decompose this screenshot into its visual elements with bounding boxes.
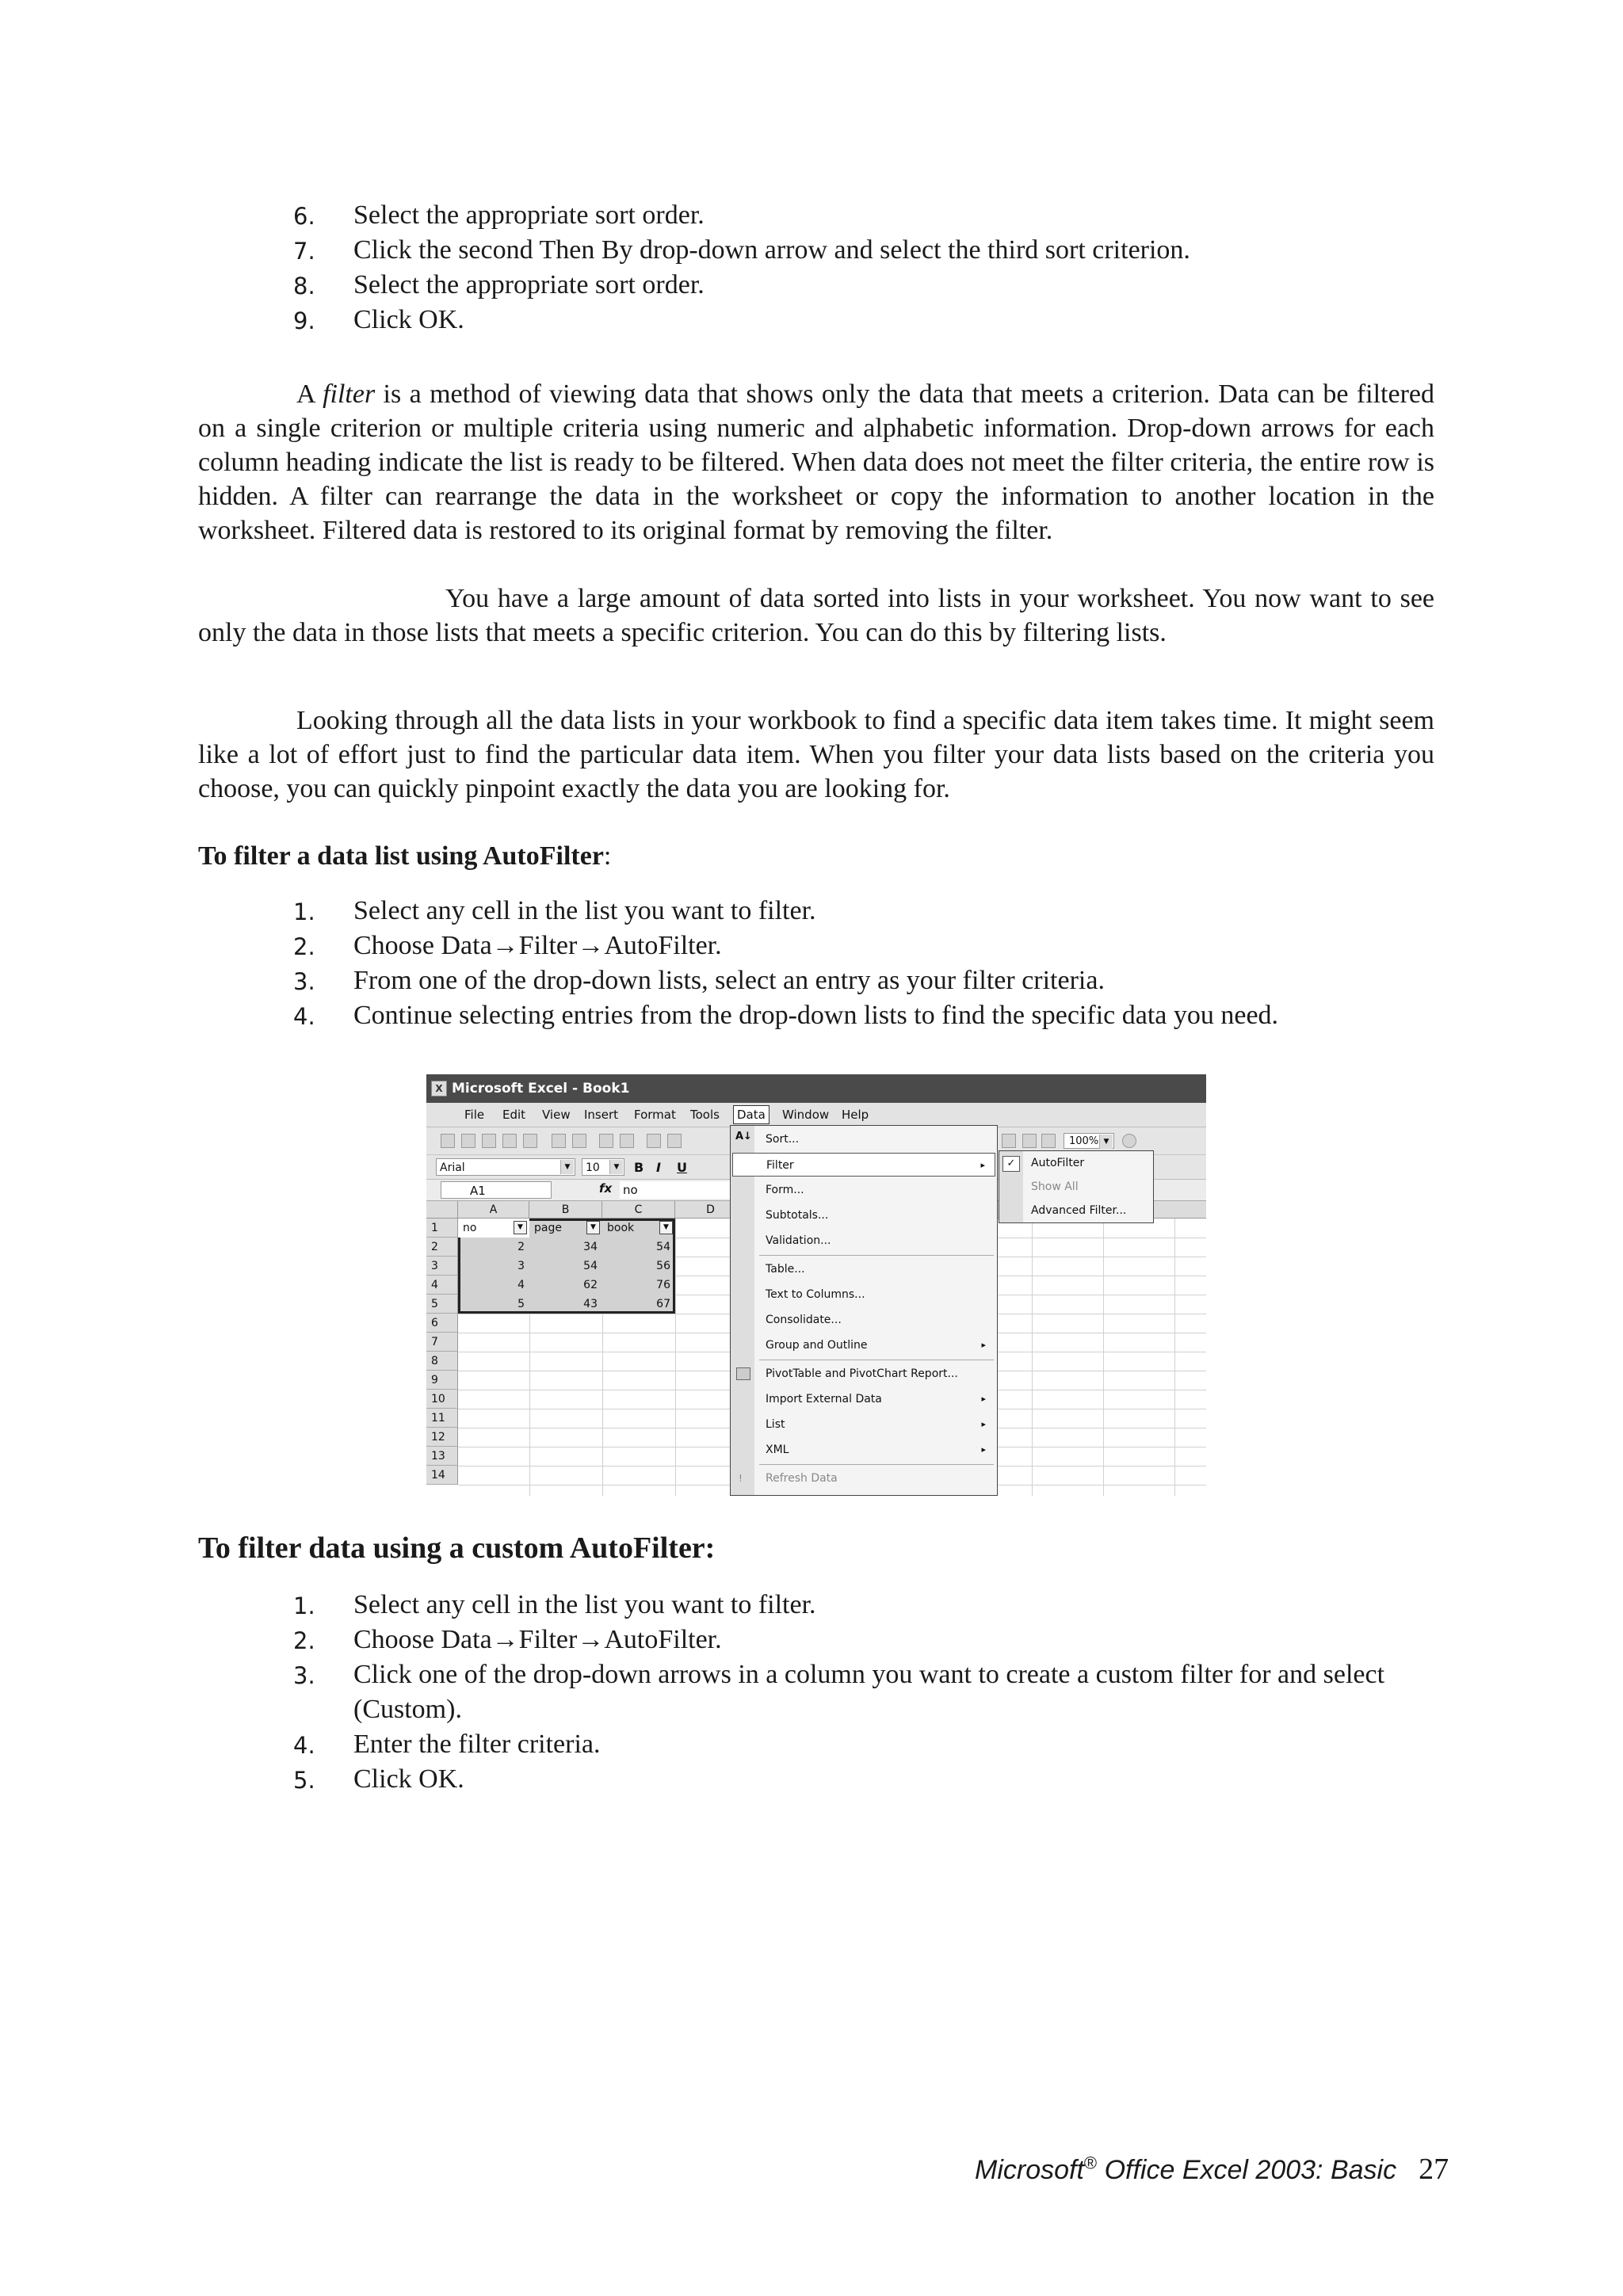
data-menu xyxy=(730,1125,998,1496)
chevron-right-icon: ▸ xyxy=(981,1394,986,1404)
table-header-cell[interactable]: book xyxy=(607,1222,635,1234)
step-number: 3. xyxy=(293,1662,315,1689)
step-number: 1. xyxy=(293,898,315,925)
step-number: 1. xyxy=(293,1592,315,1619)
autofilter-dropdown-icon[interactable]: ▼ xyxy=(514,1221,527,1234)
menu-item-show-all[interactable]: Show All xyxy=(1031,1180,1079,1193)
spelling-icon[interactable] xyxy=(599,1134,613,1148)
chevron-down-icon: ▼ xyxy=(1099,1135,1113,1149)
menu-item-pivottable[interactable]: PivotTable and PivotChart Report... xyxy=(766,1367,958,1380)
menu-item-list[interactable]: List ▸ xyxy=(766,1413,995,1436)
chart-wizard-icon[interactable] xyxy=(1022,1134,1037,1148)
row-header[interactable]: 10 xyxy=(426,1390,458,1409)
step-number: 4. xyxy=(293,1003,315,1030)
menu-help[interactable]: Help xyxy=(842,1108,869,1122)
list-item xyxy=(293,1623,1442,1657)
menu-item-refresh-data[interactable]: Refresh Data xyxy=(766,1472,838,1485)
step-text: From one of the drop-down lists, select an entry as your filter criteria. xyxy=(353,966,1105,995)
formula-input[interactable]: no xyxy=(620,1181,766,1199)
row-header[interactable]: 11 xyxy=(426,1409,458,1428)
row-header[interactable]: 6 xyxy=(426,1314,458,1333)
page-number: 27 xyxy=(1419,2153,1449,2186)
select-all-corner[interactable] xyxy=(426,1201,458,1219)
table-cell[interactable]: 62 xyxy=(583,1279,598,1291)
table-cell[interactable]: 2 xyxy=(517,1241,525,1253)
new-icon[interactable] xyxy=(441,1134,455,1148)
step-text: Click the second Then By drop-down arrow and select the third sort criterion. xyxy=(353,235,1190,265)
row-header[interactable]: 7 xyxy=(426,1333,458,1352)
menu-item-advanced-filter[interactable]: Advanced Filter... xyxy=(1031,1204,1127,1217)
footer-product: Microsoft xyxy=(975,2155,1084,2185)
excel-title-bar xyxy=(426,1074,1206,1103)
list-item xyxy=(293,233,1442,268)
list-item xyxy=(293,963,1442,998)
zoom-select[interactable]: 100% ▼ xyxy=(1064,1133,1114,1149)
column-header[interactable]: B xyxy=(529,1201,602,1219)
sort-descending-icon[interactable] xyxy=(1002,1134,1016,1148)
list-item xyxy=(293,894,1442,929)
menu-item-group-outline[interactable]: Group and Outline ▸ xyxy=(766,1333,995,1357)
menu-bar xyxy=(426,1103,1206,1127)
row-header[interactable]: 1 xyxy=(426,1219,458,1238)
page-footer: Microsoft® Office Excel 2003: Basic 27 xyxy=(975,2153,1449,2186)
step-text: Click OK. xyxy=(353,1764,464,1794)
name-box[interactable]: A1 xyxy=(441,1181,552,1199)
row-header[interactable]: 12 xyxy=(426,1428,458,1447)
excel-app-icon: X xyxy=(431,1081,447,1097)
menu-item-subtotals[interactable]: Subtotals... xyxy=(766,1209,829,1222)
table-cell[interactable]: 3 xyxy=(517,1260,525,1272)
list-item xyxy=(293,929,1442,963)
filter-submenu xyxy=(999,1150,1154,1223)
table-cell[interactable]: 4 xyxy=(517,1279,525,1291)
table-cell[interactable]: 56 xyxy=(656,1260,670,1272)
filter-definition-paragraph: A filter is a method of viewing data that shows only the data that meets a criterion. Data can be filtered on a single criterion or multiple criteria using numeric and alphabetic information. Drop-down arrows for each column heading indicate the list is ready to be filtered. When data does not meet the filter criteria, the entire row is hidden. A filter can rearrange the data in the worksheet or copy the information to another location in the worksheet. Filtered data is restored to its original format by removing the filter. xyxy=(198,379,1434,545)
cut-icon[interactable] xyxy=(647,1134,661,1148)
table-header-cell[interactable]: no xyxy=(463,1222,477,1234)
list-item xyxy=(293,1762,1442,1797)
pivottable-icon xyxy=(736,1367,750,1380)
print-preview-icon[interactable] xyxy=(572,1134,586,1148)
filter-term: filter xyxy=(323,379,376,409)
bold-button[interactable]: B xyxy=(634,1160,644,1175)
menu-file[interactable]: File xyxy=(464,1108,485,1122)
insert-function-icon[interactable]: fx xyxy=(599,1181,613,1196)
menu-tools[interactable]: Tools xyxy=(690,1108,720,1122)
step-number: 9. xyxy=(293,307,315,334)
menu-item-table[interactable]: Table... xyxy=(766,1263,805,1276)
checkmark-icon: ✓ xyxy=(1002,1156,1020,1172)
custom-autofilter-steps-list xyxy=(293,1588,1442,1797)
save-icon[interactable] xyxy=(482,1134,496,1148)
menu-data[interactable]: Data xyxy=(733,1105,769,1124)
step-text: Enter the filter criteria. xyxy=(353,1730,601,1759)
chevron-right-icon: ▸ xyxy=(980,1160,985,1170)
menu-format[interactable]: Format xyxy=(634,1108,676,1122)
table-cell[interactable]: 34 xyxy=(583,1241,598,1253)
italic-button[interactable]: I xyxy=(656,1160,661,1175)
chevron-down-icon: ▼ xyxy=(560,1160,574,1174)
chevron-right-icon: ▸ xyxy=(981,1419,986,1429)
autofilter-dropdown-icon[interactable]: ▼ xyxy=(659,1221,673,1234)
drawing-icon[interactable] xyxy=(1041,1134,1056,1148)
step-number: 4. xyxy=(293,1732,315,1759)
permission-icon[interactable] xyxy=(502,1134,517,1148)
row-header[interactable]: 13 xyxy=(426,1447,458,1466)
row-header[interactable]: 8 xyxy=(426,1352,458,1371)
step-text: Select any cell in the list you want to filter. xyxy=(353,896,816,925)
menu-item-xml[interactable]: XML ▸ xyxy=(766,1438,995,1462)
menu-item-autofilter[interactable]: AutoFilter xyxy=(1031,1157,1085,1169)
chevron-down-icon: ▼ xyxy=(609,1160,623,1174)
step-text: Choose Data→Filter→AutoFilter. xyxy=(353,931,722,960)
autofilter-dropdown-icon[interactable]: ▼ xyxy=(586,1221,600,1234)
table-cell[interactable]: 54 xyxy=(583,1260,598,1272)
autofilter-heading: To filter a data list using AutoFilter: xyxy=(198,841,612,871)
list-item xyxy=(293,303,1442,338)
step-number: 6. xyxy=(293,203,315,230)
menu-window[interactable]: Window xyxy=(782,1108,830,1122)
underline-button[interactable]: U xyxy=(677,1160,687,1175)
row-header[interactable]: 2 xyxy=(426,1238,458,1257)
font-select[interactable]: Arial ▼ xyxy=(436,1158,575,1176)
excel-screenshot xyxy=(426,1074,1206,1496)
help-icon[interactable] xyxy=(1122,1134,1136,1148)
menu-item-text-to-columns[interactable]: Text to Columns... xyxy=(766,1288,865,1301)
row-header[interactable]: 14 xyxy=(426,1466,458,1485)
open-icon[interactable] xyxy=(461,1134,475,1148)
print-icon[interactable] xyxy=(552,1134,566,1148)
row-header[interactable]: 5 xyxy=(426,1295,458,1314)
step-number: 7. xyxy=(293,238,315,265)
window-title: Microsoft Excel - Book1 xyxy=(452,1081,630,1097)
step-text: Continue selecting entries from the drop-down lists to find the specific data you need. xyxy=(353,1001,1279,1030)
filtering-benefit-paragraph: Looking through all the data lists in your workbook to find a specific data item takes time. It might seem like a lot of effort just to find the particular data item. When you filter your data lists based on the criteria you choose, you can quickly pinpoint exactly the data you are looking for. xyxy=(198,706,1434,803)
list-item xyxy=(293,1657,1442,1727)
custom-autofilter-heading: To filter data using a custom AutoFilter: xyxy=(198,1531,716,1565)
chevron-right-icon: ▸ xyxy=(981,1340,986,1350)
step-number: 5. xyxy=(293,1767,315,1794)
menu-item-form[interactable]: Form... xyxy=(766,1184,804,1196)
list-item xyxy=(293,198,1442,233)
list-item xyxy=(293,998,1442,1033)
menu-view[interactable]: View xyxy=(542,1108,571,1122)
column-header[interactable]: C xyxy=(602,1201,675,1219)
step-text: Click OK. xyxy=(353,305,464,334)
font-size-select[interactable]: 10 ▼ xyxy=(582,1158,624,1176)
step-number: 2. xyxy=(293,933,315,960)
step-text: Click one of the drop-down arrows in a column you want to create a custom filter for and select (Custom). xyxy=(353,1660,1385,1724)
menu-edit[interactable]: Edit xyxy=(502,1108,526,1122)
column-header[interactable]: D xyxy=(675,1201,747,1219)
menu-item-consolidate[interactable]: Consolidate... xyxy=(766,1314,842,1326)
column-header[interactable]: A xyxy=(458,1201,529,1219)
table-cell[interactable]: 54 xyxy=(656,1241,670,1253)
step-text: Select any cell in the list you want to filter. xyxy=(353,1590,816,1619)
chevron-right-icon: ▸ xyxy=(981,1444,986,1455)
row-header[interactable]: 4 xyxy=(426,1276,458,1295)
menu-item-sort[interactable]: Sort... xyxy=(766,1133,800,1146)
list-item xyxy=(293,1727,1442,1762)
step-text: Select the appropriate sort order. xyxy=(353,270,705,299)
step-number: 3. xyxy=(293,968,315,995)
filtering-intro-paragraph: You have a large amount of data sorted into lists in your worksheet. You now want to see only the data in those lists that meets a specific criterion. You can do this by filtering lists. xyxy=(198,584,1434,647)
table-cell[interactable]: 67 xyxy=(656,1298,670,1310)
list-item xyxy=(293,1588,1442,1623)
step-number: 8. xyxy=(293,273,315,299)
row-header[interactable]: 3 xyxy=(426,1257,458,1276)
autofilter-steps-list xyxy=(293,894,1442,1033)
email-icon[interactable] xyxy=(523,1134,537,1148)
step-text: Select the appropriate sort order. xyxy=(353,200,705,230)
refresh-icon: ! xyxy=(739,1473,743,1484)
table-cell[interactable]: 76 xyxy=(656,1279,670,1291)
research-icon[interactable] xyxy=(620,1134,634,1148)
menu-insert[interactable]: Insert xyxy=(584,1108,619,1122)
step-text: Choose Data→Filter→AutoFilter. xyxy=(353,1625,722,1654)
sort-steps-list xyxy=(293,198,1442,338)
table-cell[interactable]: 5 xyxy=(517,1298,525,1310)
menu-item-import-external-data[interactable]: Import External Data ▸ xyxy=(766,1387,995,1411)
row-header[interactable]: 9 xyxy=(426,1371,458,1390)
footer-title: Office Excel 2003: Basic xyxy=(1097,2155,1397,2185)
list-item xyxy=(293,268,1442,303)
copy-icon[interactable] xyxy=(667,1134,682,1148)
step-number: 2. xyxy=(293,1627,315,1654)
sort-ascending-icon: A↓ xyxy=(735,1131,752,1142)
table-header-cell[interactable]: page xyxy=(534,1222,562,1234)
menu-item-filter[interactable]: Filter ▸ xyxy=(732,1153,995,1177)
menu-item-validation[interactable]: Validation... xyxy=(766,1234,831,1247)
table-cell[interactable]: 43 xyxy=(583,1298,598,1310)
